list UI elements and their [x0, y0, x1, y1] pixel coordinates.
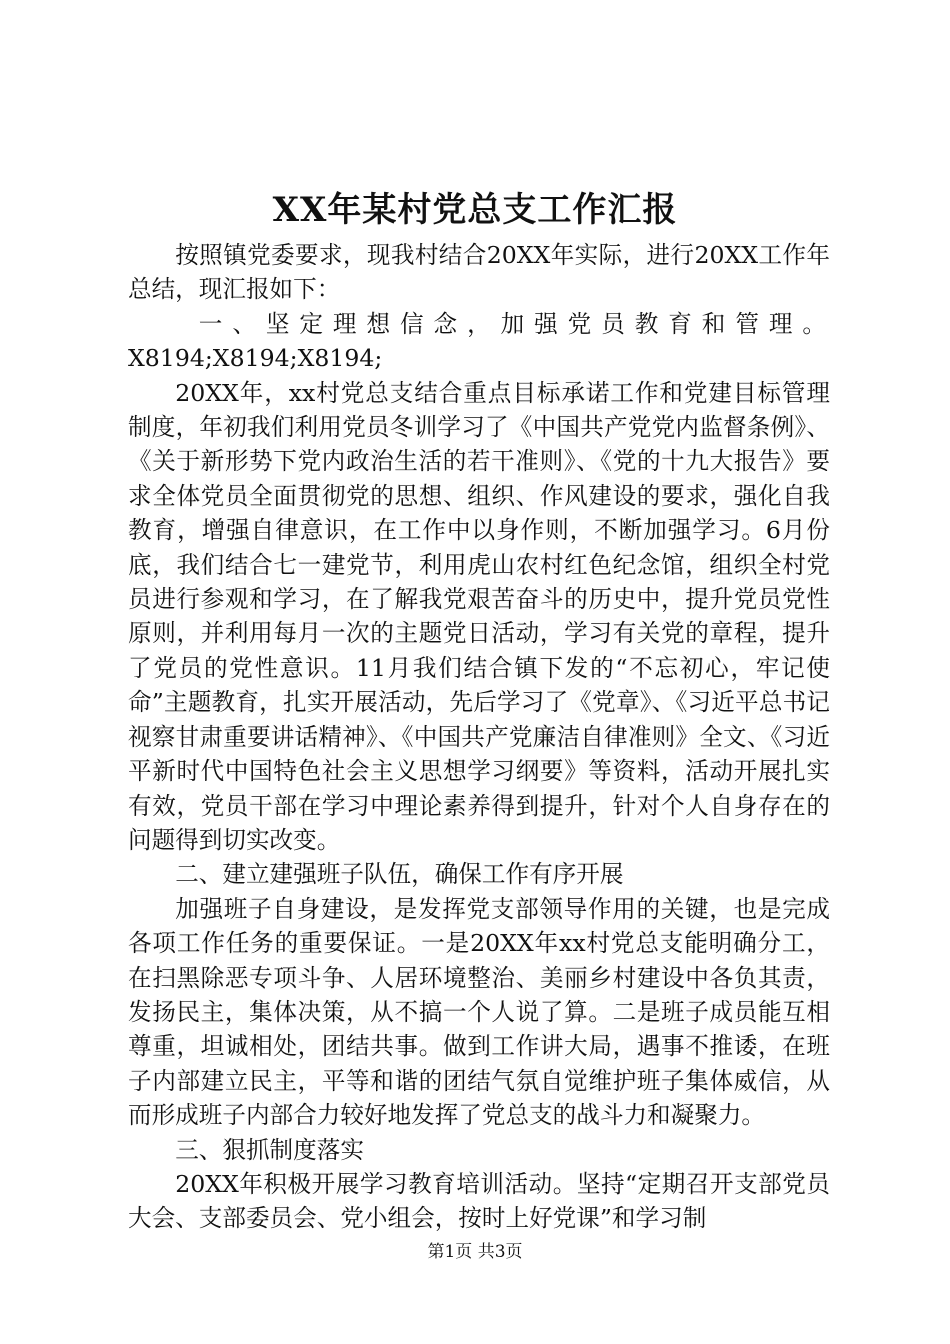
section-1-body: 20XX年，xx村党总支结合重点目标承诺工作和党建目标管理制度，年初我们利用党员冬训学习了《中国共产党党内监督条例》、《关于新形势下党内政治生活的若干准则》、《党的十九大报告》要求全体党员全面贯彻党的思想、组织、作风建设的要求，强化自我教育，增强自律意识，在工作中以身作则，不断加强学习。6月份底，我们结合七一建党节，利用虎山农村红色纪念馆，组织全村党员进行参观和学习，在了解我党艰苦奋斗的历史中，提升党员党性原则，并利用每月一次的主题党日活动，学习有关党的章程，提升了党员的党性意识。11月我们结合镇下发的“不忘初心，牢记使命”主题教育，扎实开展活动，先后学习了《党章》、《习近平总书记视察甘肃重要讲话精神》、《中国共产党廉洁自律准则》全文、《习近平新时代中国特色社会主义思想学习纲要》等资料，活动开展扎实有效，党员干部在学习中理论素养得到提升，针对个人自身存在的问题得到切实改变。 — [128, 378, 830, 854]
intro-paragraph: 按照镇党委要求，现我村结合20XX年实际，进行20XX工作年总结，现汇报如下： — [128, 241, 830, 304]
section-2-body: 加强班子自身建设，是发挥党支部领导作用的关键，也是完成各项工作任务的重要保证。一是20XX年xx村党总支能明确分工，在扫黑除恶专项斗争、人居环境整治、美丽乡村建设中各负其责，发扬民主，集体决策，从不搞一个人说了算。二是班子成员能互相尊重，坦诚相处，团结共事。做到工作讲大局，遇事不推诿，在班子内部建立民主，平等和谐的团结气氛自觉维护班子集体威信，从而形成班子内部合力较好地发挥了党总支的战斗力和凝聚力。 — [128, 894, 830, 1130]
section-1-codes: X8194;X8194;X8194; — [128, 344, 383, 373]
document-body — [128, 238, 830, 1236]
page-number: 第1页 共3页 — [427, 1242, 523, 1262]
section-2-heading: 二、建立建强班子队伍，确保工作有序开展 — [175, 860, 624, 889]
section-3-heading: 三、狠抓制度落实 — [175, 1135, 364, 1164]
section-1-heading: 一、坚定理想信念，加强党员教育和管理。 — [198, 309, 830, 338]
document-title: XX年某村党总支工作汇报 — [272, 190, 678, 230]
section-3-body: 20XX年积极开展学习教育培训活动。坚持“定期召开支部党员大会、支部委员会、党小组会，按时上好党课”和学习制 — [128, 1169, 830, 1233]
